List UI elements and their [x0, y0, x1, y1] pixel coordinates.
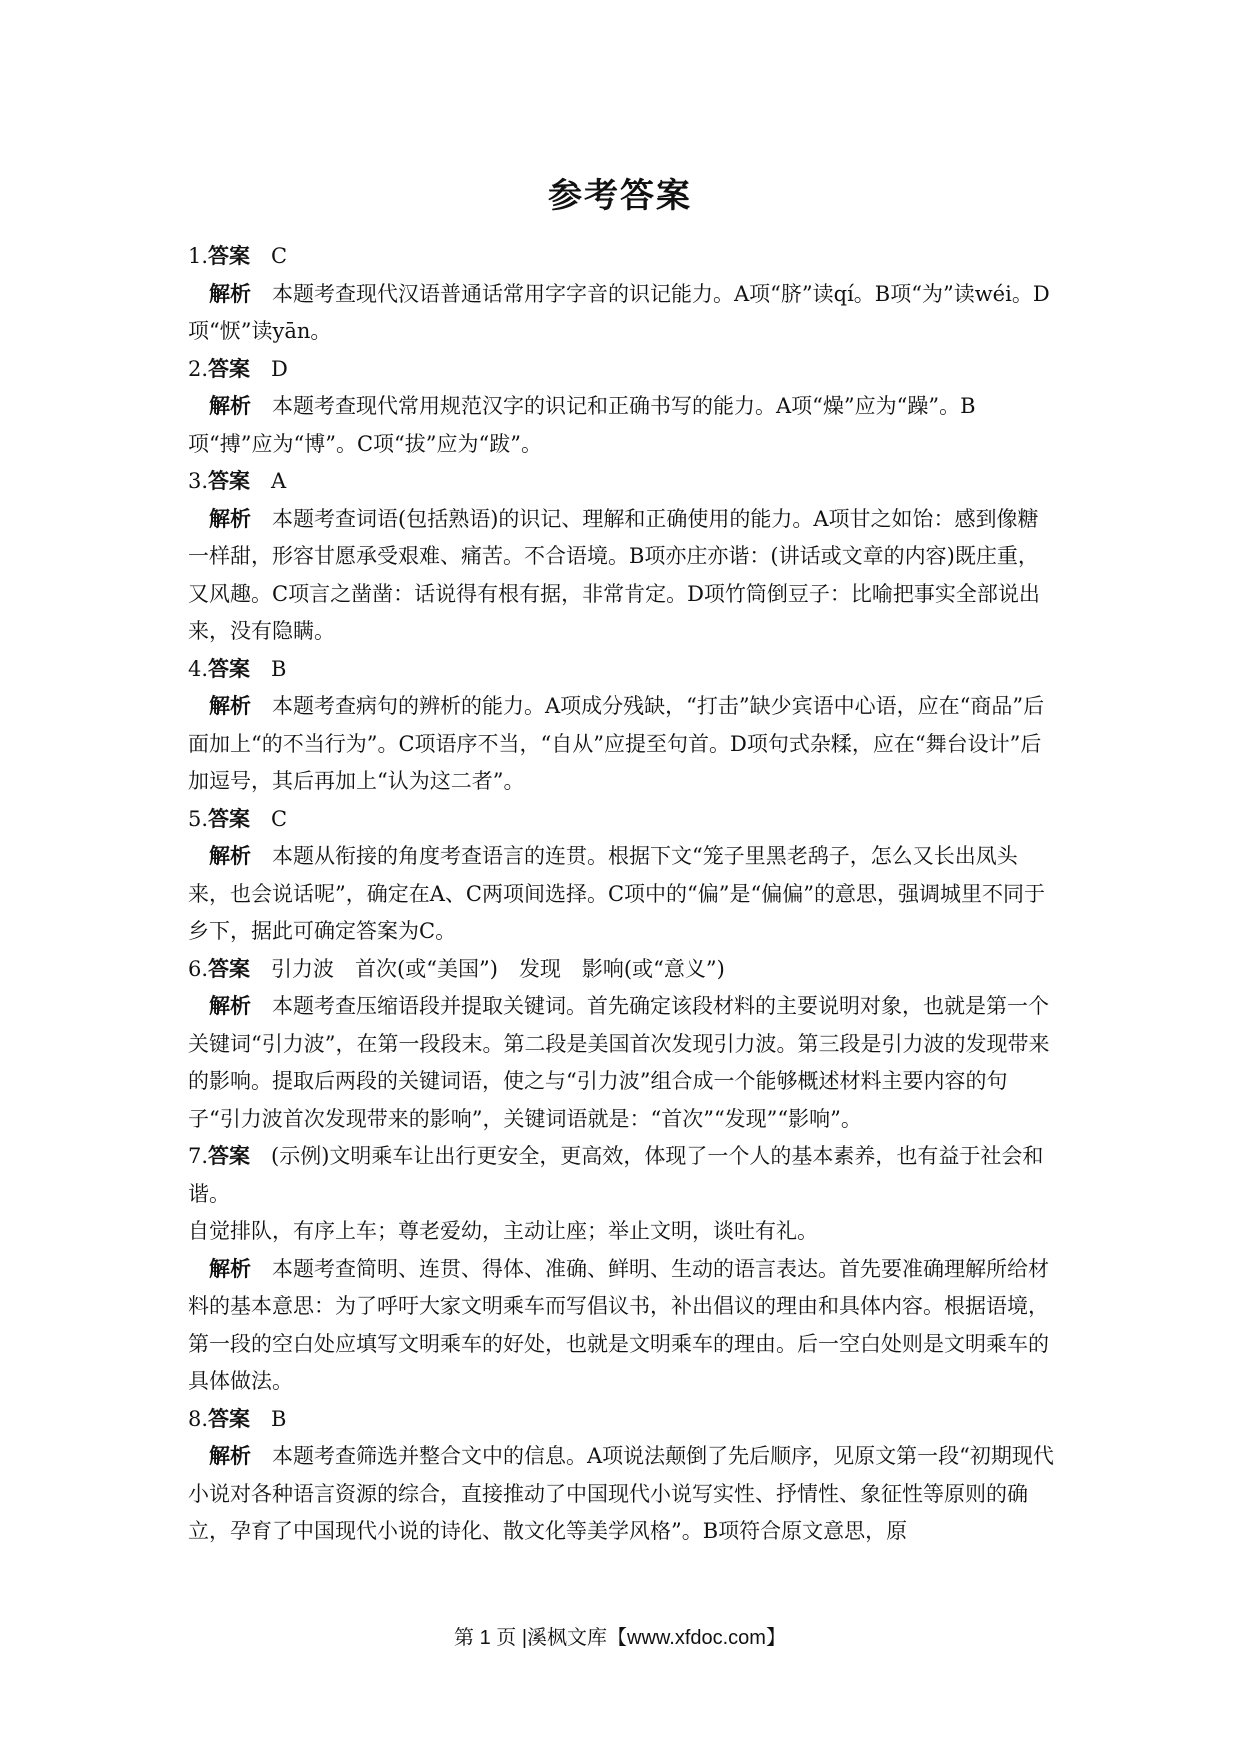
analysis-text: 本题从衔接的角度考查语言的连贯。根据下文“笼子里黑老鸹子，怎么又长出凤头来，也会说话呢”，确定在A、C两项间选择。C项中的“偏”是“偏偏”的意思，强调城里不同于乡下，据此可确定答案为C。	[188, 844, 1045, 943]
analysis-label: 解析	[209, 844, 251, 868]
analysis-label: 解析	[209, 694, 251, 718]
answer-label: 答案	[208, 469, 251, 493]
footer-page-number: 1	[479, 1627, 491, 1649]
answer-list	[188, 238, 1054, 1551]
answer-label: 答案	[208, 806, 251, 831]
answer-label: 答案	[208, 244, 251, 268]
answer-line-5	[188, 801, 1054, 839]
answer-text: (示例)文明乘车让出行更安全，更高效，体现了一个人的基本素养，也有益于社会和谐。	[188, 1144, 1044, 1206]
analysis-paragraph-5	[188, 838, 1054, 951]
analysis-text: 本题考查筛选并整合文中的信息。A项说法颠倒了先后顺序，见原文第一段“初期现代小说对各种语言资源的综合，直接推动了中国现代小说写实性、抒情性、象征性等原则的确立，孕育了中国现代小说的诗化、散文化等美学风格”。B项符合原文意思，原	[188, 1444, 1054, 1543]
page-footer	[0, 1621, 1240, 1650]
answer-text: 引力波 首次(或“美国”) 发现 影响(或“意义”)	[250, 956, 725, 981]
answer-line-7-extra: 自觉排队，有序上车；尊老爱幼，主动让座；举止文明，谈吐有礼。	[188, 1219, 818, 1243]
answer-text: B	[250, 656, 287, 681]
answer-text: A	[250, 469, 287, 493]
answer-line-4	[188, 651, 1054, 689]
analysis-label: 解析	[209, 506, 251, 531]
question-number: 1.	[188, 244, 209, 268]
question-number: 8.	[188, 1406, 209, 1431]
answer-label: 答案	[208, 1144, 251, 1168]
answer-label: 答案	[208, 1406, 251, 1431]
question-number: 2.	[188, 356, 209, 381]
footer-page-suffix: 页	[496, 1627, 517, 1649]
analysis-paragraph-7	[188, 1251, 1054, 1401]
analysis-text: 本题考查简明、连贯、得体、准确、鲜明、生动的语言表达。首先要准确理解所给材料的基本意思：为了呼吁大家文明乘车而写倡议书，补出倡议的理由和具体内容。根据语境，第一段的空白处应填写文明乘车的好处，也就是文明乘车的理由。后一空白处则是文明乘车的具体做法。	[188, 1256, 1049, 1393]
analysis-paragraph-8	[188, 1438, 1054, 1551]
analysis-label: 解析	[209, 1256, 251, 1281]
question-number: 3.	[188, 469, 209, 493]
answer-text: C	[250, 244, 288, 268]
answer-text: B	[250, 1406, 287, 1431]
answer-line-7	[188, 1138, 1054, 1213]
answer-text: D	[250, 356, 288, 381]
analysis-paragraph-4	[188, 688, 1054, 801]
analysis-label: 解析	[209, 394, 251, 418]
analysis-text: 本题考查现代常用规范汉字的识记和正确书写的能力。A项“燥”应为“躁”。B项“搏”应为“博”。C项“拔”应为“跋”。	[188, 394, 976, 456]
answer-label: 答案	[208, 356, 251, 381]
analysis-label: 解析	[209, 281, 251, 306]
answer-line-3	[188, 463, 1054, 501]
question-number: 4.	[188, 656, 209, 681]
question-number: 6.	[188, 956, 209, 981]
answer-text: C	[250, 806, 288, 831]
footer-separator: |	[521, 1627, 528, 1649]
footer-page-prefix: 第	[454, 1627, 475, 1649]
answer-line-2	[188, 351, 1054, 389]
analysis-paragraph-3	[188, 501, 1054, 651]
analysis-label: 解析	[209, 1444, 251, 1468]
analysis-text: 本题考查现代汉语普通话常用字字音的识记能力。A项“脐”读qí。B项“为”读wéi。D项“恹”读yān。	[188, 281, 1050, 343]
answer-line-1	[188, 238, 1054, 276]
question-number: 7.	[188, 1144, 209, 1168]
analysis-text: 本题考查压缩语段并提取关键词。首先确定该段材料的主要说明对象，也就是第一个关键词“引力波”，在第一段段末。第二段是美国首次发现引力波。第三段是引力波的发现带来的影响。提取后两段的关键词语，使之与“引力波”组合成一个能够概述材料主要内容的句子“引力波首次发现带来的影响”，关键词语就是：“首次”“发现”“影响”。	[188, 994, 1050, 1131]
answer-label: 答案	[208, 656, 251, 681]
analysis-text: 本题考查病句的辨析的能力。A项成分残缺，“打击”缺少宾语中心语，应在“商品”后面加上“的不当行为”。C项语序不当，“自从”应提至句首。D项句式杂糅，应在“舞台设计”后加逗号，其后再加上“认为这二者”。	[188, 694, 1045, 793]
analysis-paragraph-2	[188, 388, 1054, 463]
page-title: 参考答案	[548, 176, 692, 216]
footer-site-link[interactable]: 溪枫文库【www.xfdoc.com】	[527, 1627, 786, 1649]
analysis-paragraph-1	[188, 276, 1054, 351]
analysis-text: 本题考查词语(包括熟语)的识记、理解和正确使用的能力。A项甘之如饴：感到像糖一样甜，形容甘愿承受艰难、痛苦。不合语境。B项亦庄亦谐：(讲话或文章的内容)既庄重，又风趣。C项言之凿凿：话说得有根有据，非常肯定。D项竹筒倒豆子：比喻把事实全部说出来，没有隐瞒。	[188, 506, 1040, 643]
question-number: 5.	[188, 806, 209, 831]
answer-label: 答案	[208, 956, 251, 981]
answer-line-8	[188, 1401, 1054, 1439]
analysis-label: 解析	[209, 994, 251, 1018]
answer-line-6	[188, 951, 1054, 989]
analysis-paragraph-6	[188, 988, 1054, 1138]
